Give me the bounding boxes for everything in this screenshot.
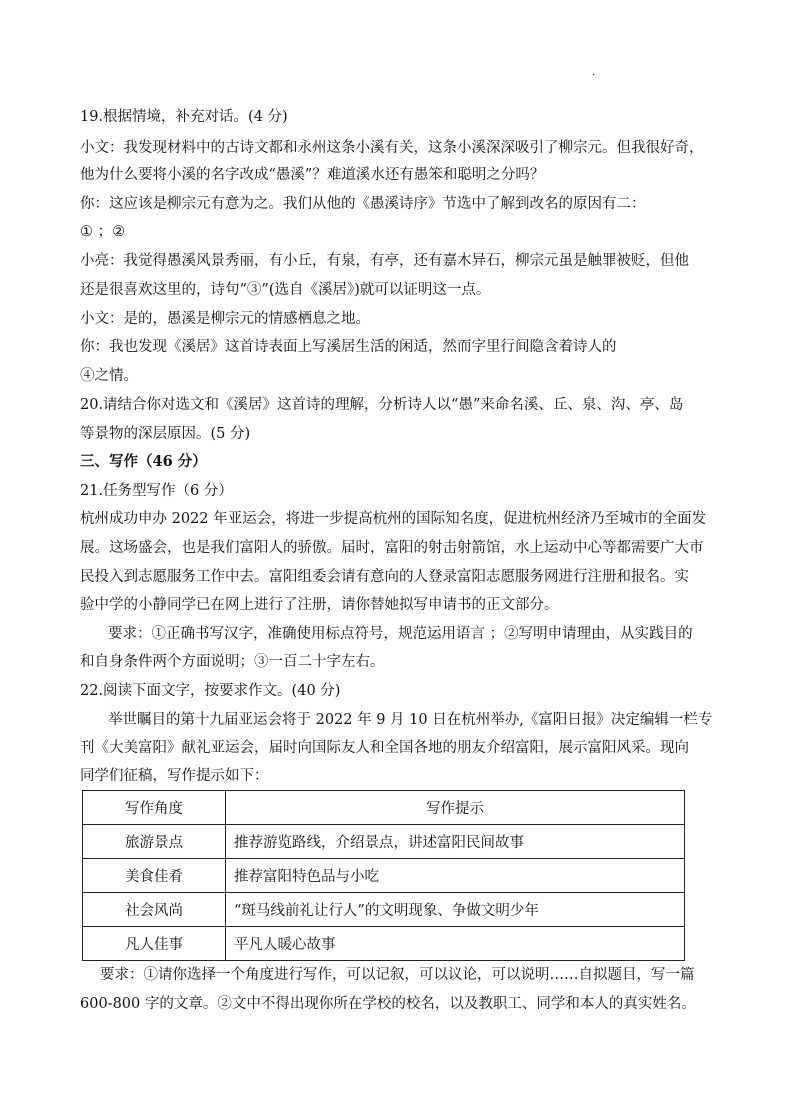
header-mark: ·	[592, 70, 596, 81]
q22-line: 同学们征稿，写作提示如下：	[80, 768, 269, 784]
table-row	[83, 927, 685, 961]
table-header-cell: 写作角度	[83, 791, 226, 825]
q22-line: 举世瞩目的第十九届亚运会将于 2022 年 9 月 10 日在杭州举办,《富阳日报》决定编辑一栏专	[108, 712, 713, 728]
table-row	[83, 825, 685, 859]
q22-requirement: 要求：①请你选择一个角度进行写作，可以记叙，可以议论，可以说明……自拟题目，写一篇	[100, 967, 695, 983]
q19-line: ④之情。	[80, 368, 138, 384]
q19-line: 小亮：我觉得愚溪风景秀丽，有小丘，有泉，有亭，还有嘉木异石，柳宗元虽是触罪被贬，但他	[80, 253, 689, 269]
table-cell: 平凡人暖心故事	[226, 927, 685, 961]
q21-title: 21.任务型写作（6 分）	[80, 483, 233, 499]
q22-requirement: 600-800 字的文章。②文中不得出现你所在学校的校名，以及教职工、同学和本人的真实姓名。	[80, 996, 696, 1012]
table-cell: 美食佳肴	[83, 859, 226, 893]
q22-line: 刊《大美富阳》献礼亚运会，届时向国际友人和全国各地的朋友介绍富阳，展示富阳风采。现向	[80, 740, 689, 756]
q22-title: 22.阅读下面文字，按要求作文。(40 分)	[80, 683, 341, 699]
table-cell: 社会风尚	[83, 893, 226, 927]
q19-title: 19.根据情境，补充对话。(4 分)	[80, 109, 288, 125]
q21-line: 验中学的小静同学已在网上进行了注册，请你替她拟写申请书的正文部分。	[80, 597, 559, 613]
table-cell: “斑马线前礼让行人”的文明现象、争做文明少年	[226, 893, 685, 927]
section-heading: 三、写作（46 分）	[80, 453, 207, 470]
q19-line: 小文：我发现材料中的古诗文都和永州这条小溪有关，这条小溪深深吸引了柳宗元。但我很好奇，	[80, 140, 704, 156]
writing-tips-table	[82, 790, 685, 961]
table-header-cell: 写作提示	[226, 791, 685, 825]
q21-requirement: 和自身条件两个方面说明；③一百二十字左右。	[80, 654, 385, 670]
table-row	[83, 859, 685, 893]
table-cell: 凡人佳事	[83, 927, 226, 961]
q19-line: 你：我也发现《溪居》这首诗表面上写溪居生活的闲适，然而字里行间隐含着诗人的	[80, 339, 617, 355]
table-cell: 旅游景点	[83, 825, 226, 859]
table-header-row	[83, 791, 685, 825]
q21-line: 展。这场盛会，也是我们富阳人的骄傲。届时，富阳的射击射箭馆，水上运动中心等都需要广大市	[80, 540, 704, 556]
q19-line: 他为什么要将小溪的名字改成“愚溪”？难道溪水还有愚笨和聪明之分吗？	[80, 167, 545, 183]
q20-line: 等景物的深层原因。(5 分)	[80, 426, 251, 442]
q19-line: 还是很喜欢这里的，诗句“③”(选自《溪居》)就可以证明这一点。	[80, 282, 491, 298]
table-cell: 推荐富阳特色品与小吃	[226, 859, 685, 893]
table-cell: 推荐游览路线，介绍景点，讲述富阳民间故事	[226, 825, 685, 859]
q21-line: 民投入到志愿服务工作中去。富阳组委会请有意向的人登录富阳志愿服务网进行注册和报名。实	[80, 569, 689, 585]
q19-line: 你：这应该是柳宗元有意为之。我们从他的《愚溪诗序》节选中了解到改名的原因有二：	[80, 196, 646, 212]
q21-line: 杭州成功申办 2022 年亚运会，将进一步提高杭州的国际知名度，促进杭州经济乃至城市的全面发	[80, 511, 707, 527]
q21-requirement: 要求：①正确书写汉字，准确使用标点符号，规范运用语言 ；②写明申请理由，从实践目的	[108, 626, 693, 642]
q19-answer-slots: ① ；②	[80, 224, 126, 240]
table-row	[83, 893, 685, 927]
q19-line: 小文：是的，愚溪是柳宗元的情感栖息之地。	[80, 311, 370, 327]
q20-line: 20.请结合你对选文和《溪居》这首诗的理解，分析诗人以“愚”来命名溪、丘、泉、沟、亭、岛	[80, 397, 684, 413]
